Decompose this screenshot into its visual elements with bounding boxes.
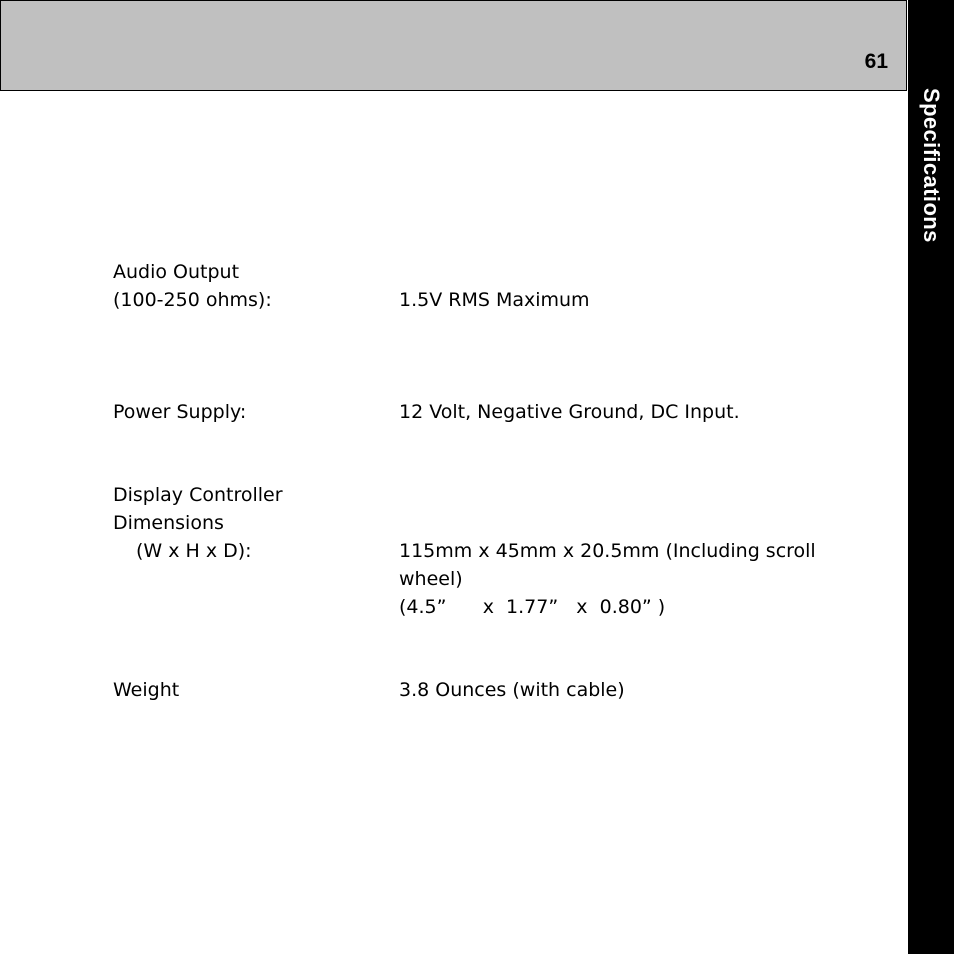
audio-output-impedance-label: (100-250 ohms): [113,289,272,311]
dimensions-label-line1: Display Controller [113,484,283,506]
weight-label: Weight [113,679,180,701]
dimensions-value-line2: wheel) [399,568,463,590]
dimensions-label-line3: (W x H x D): [136,540,252,562]
audio-output-value: 1.5V RMS Maximum [399,289,590,311]
section-side-tab [908,0,954,954]
dimensions-label-line2: Dimensions [113,512,224,534]
power-supply-value: 12 Volt, Negative Ground, DC Input. [399,401,740,423]
header-bar [0,0,907,91]
weight-value: 3.8 Ounces (with cable) [399,679,625,701]
section-title: Specifications [919,88,944,243]
page-number: 61 [864,50,888,73]
dimensions-value-line3: (4.5” x 1.77” x 0.80” ) [399,596,666,618]
power-supply-label: Power Supply: [113,401,247,423]
dimensions-value-line1: 115mm x 45mm x 20.5mm (Including scroll [399,540,816,562]
audio-output-label: Audio Output [113,261,240,283]
